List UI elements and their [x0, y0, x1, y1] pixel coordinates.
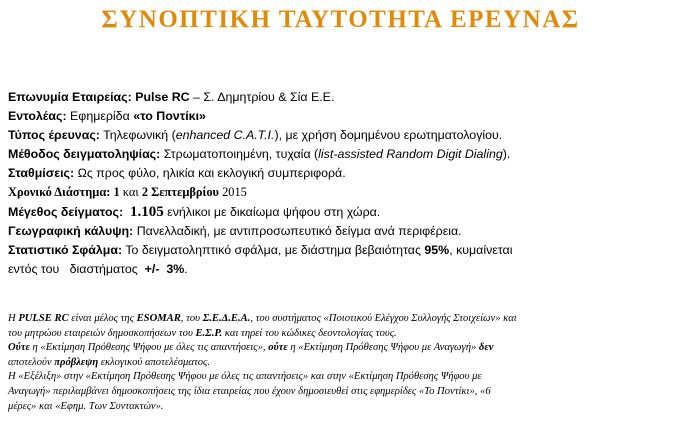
weighting-text: Ως προς φύλο, ηλικία και εκλογική συμπεριφορά.: [77, 166, 346, 181]
sample-rest: ενήλικοι με δικαίωμα ψήφου στη χώρα.: [163, 204, 381, 219]
note-3-line-3: μέρες» και «Εφημ. Των Συντακτών».: [8, 400, 164, 412]
company-name: Pulse RC: [135, 90, 190, 104]
page-title: ΣΥΝΟΠΤΙΚΗ ΤΑΥΤΟΤΗΤΑ ΕΡΕΥΝΑΣ: [101, 6, 580, 33]
period-label: Χρονικό Διάστημα:: [8, 185, 111, 200]
error-label: Στατιστικό Σφάλμα:: [8, 242, 123, 257]
note-1-d: , του: [180, 313, 203, 324]
note-1-line-1: [8, 312, 676, 327]
note-2-oute2: ούτε: [268, 342, 288, 354]
client-pre: Εφημερίδα: [70, 109, 134, 124]
error-end: .: [184, 261, 188, 276]
footnotes: [8, 312, 676, 414]
type-post: ), με χρήση δομημένου ερωτηματολογίου.: [274, 128, 503, 143]
note-1-sedea: Σ.Ε.Δ.Ε.Α.: [202, 313, 251, 324]
coverage-row: [8, 222, 676, 241]
note-1-pulse: PULSE RC: [18, 313, 69, 324]
note-2-d: αποτελούν: [8, 356, 55, 368]
error-row-2: [8, 260, 676, 279]
note-1-a: Η: [8, 313, 19, 324]
note-2-line-2: [8, 356, 676, 371]
note-1-g: και τηρεί του κώδικες δεοντολογίας τους.: [222, 327, 397, 339]
note-2-oute1: Ούτε: [8, 342, 30, 354]
company-rest: – Σ. Δημητρίου & Σία Ε.Ε.: [189, 90, 335, 104]
sampling-post: ).: [502, 147, 511, 162]
client-label: Εντολέας:: [8, 109, 67, 124]
note-2-c: η «Εκτίμηση Πρόθεσης Ψήφου με Αναγωγή»: [287, 342, 479, 354]
period-and: και: [119, 185, 142, 200]
error-pre: Το δειγματοληπτικό σφάλμα, με διάστημα βεβαιότητας: [125, 242, 425, 257]
type-italic: enhanced C.A.T.I.: [175, 128, 275, 143]
note-2-den: δεν: [478, 342, 494, 354]
client-name: «το Ποντίκι»: [133, 109, 206, 124]
note-2-line-1: [8, 341, 676, 356]
note-2-provlepsi: πρόβλεψη: [54, 356, 99, 368]
weighting-label: Σταθμίσεις:: [8, 166, 75, 181]
client-row: [8, 107, 676, 126]
error-range: +/- 3%: [144, 261, 185, 276]
period-row: [8, 183, 676, 202]
sampling-italic: list-assisted Random Digit Dialing: [318, 147, 503, 162]
type-pre: Τηλεφωνική (: [103, 128, 176, 143]
error-line2: εντός του διαστήματος: [8, 261, 145, 276]
sampling-label: Μέθοδος δειγματοληψίας:: [8, 147, 161, 162]
coverage-text: Πανελλαδική, με αντιπροσωπευτικό δείγμα ανά περιφέρεια.: [136, 223, 462, 238]
error-confidence: 95%: [424, 242, 450, 257]
survey-fields: [8, 88, 676, 279]
company-row: [8, 88, 676, 107]
sampling-pre: Στρωματοποιημένη, τυχαία (: [163, 147, 319, 162]
type-label: Τύπος έρευνας:: [8, 128, 100, 143]
sample-row: [8, 203, 676, 222]
note-2-e: εκλογικού αποτελέσματος.: [98, 356, 210, 368]
error-row: [8, 241, 676, 260]
error-post: , κυμαίνεται: [449, 242, 513, 257]
sample-label: Μέγεθος δείγματος:: [8, 204, 124, 219]
note-1-c: είναι μέλος της: [68, 313, 137, 324]
type-row: [8, 126, 676, 145]
weighting-row: [8, 164, 676, 183]
period-year: 2015: [218, 185, 247, 200]
note-3-line-1: Η «Εξέλιξη» στην «Εκτίμηση Πρόθεσης Ψήφου με όλες τις απαντήσεις» και στην «Εκτίμηση Πρόθεσης Ψήφου με: [8, 371, 482, 383]
note-1-e: , του συστήματος «Ποιοτικού Ελέγχου Συλλογής Στοιχείων» και: [250, 313, 517, 324]
coverage-label: Γεωγραφική κάλυψη:: [8, 223, 134, 238]
sampling-row: [8, 145, 676, 164]
period-day1: 1: [113, 185, 120, 200]
sample-value: 1.105: [129, 203, 164, 220]
note-3-line-2: Αναγωγή» περιλαμβάνει δημοσκοπήσεις της ίδια εταιρείας που έχουν δημοσιευθεί στις εφημερίδες «Το Ποντίκι», «6: [8, 385, 491, 397]
note-1-line-2: [8, 327, 676, 342]
note-1-f: του μητρώου εταιρειών δημοσκοπήσεων του: [8, 327, 196, 339]
period-day2: 2 Σεπτεμβρίου: [141, 185, 219, 200]
company-label: Επωνυμία Εταιρείας:: [8, 90, 132, 104]
note-1-esomar: ESOMAR: [136, 313, 181, 324]
note-2-a: η «Εκτίμηση Πρόθεσης Ψήφου με όλες τις απαντήσεις»,: [29, 342, 269, 354]
note-1-esr: Ε.Σ.Ρ.: [195, 327, 223, 339]
